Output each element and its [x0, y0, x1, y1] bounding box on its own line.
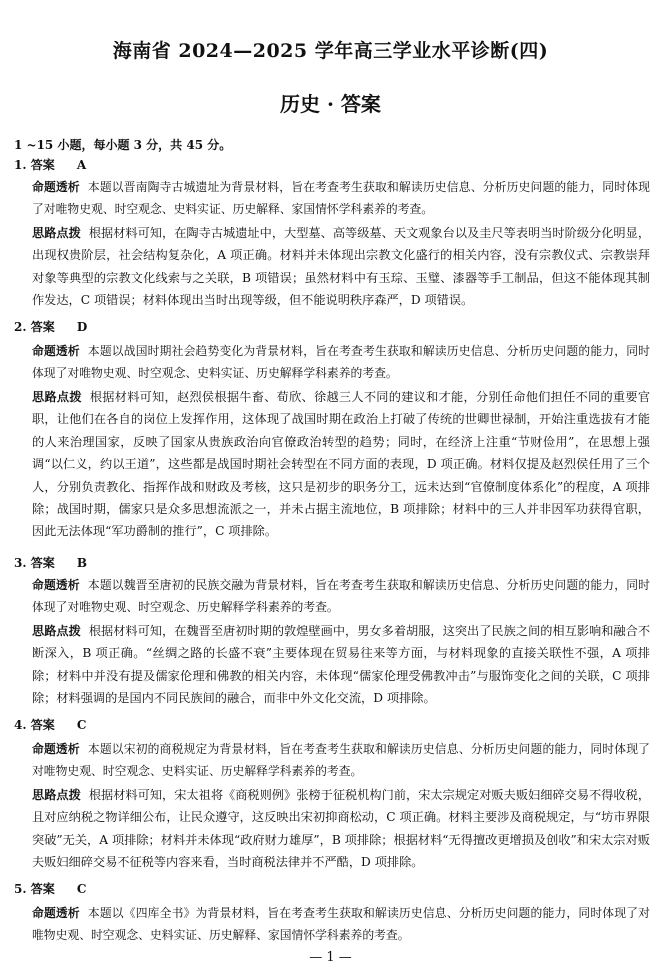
question-2-hint — [32, 386, 650, 543]
answer-label: 答案 — [30, 556, 55, 570]
answer-label: 答案 — [30, 882, 55, 896]
analysis-label: 命题透析 — [32, 906, 80, 920]
question-number: 1. — [14, 158, 27, 172]
question-4-hint — [32, 784, 650, 874]
hint-text: 根据材料可知，在魏晋至唐初时期的敦煌壁画中，男女多着胡服，这突出了民族之间的相互影响和融合不断深入，B 项正确。“丝绸之路的长盛不衰”主要体现在贸易往来等方面，与材料现象的直接关联性不强，A 项排除；材料中并没有提及儒家伦理和佛教的相关内容，未体现“儒家伦理受佛教冲击”与服饰变化之间的关联，C 项排除；材料强调的是国内不同民族间的融合，而非中外文化交流，D 项排除。 — [32, 624, 651, 706]
page-subtitle: 历史 · 答案 — [280, 92, 381, 116]
analysis-label: 命题透析 — [32, 180, 80, 194]
analysis-label: 命题透析 — [32, 344, 80, 358]
question-number: 2. — [14, 320, 27, 334]
analysis-text: 本题以宋初的商税规定为背景材料，旨在考查考生获取和解读历史信息、分析历史问题的能力，同时体现了对唯物史观、时空观念、史料实证、历史解释学科素养的考查。 — [32, 742, 650, 779]
hint-text: 根据材料可知，在陶寺古城遗址中，大型墓、高等级墓、天文观象台以及圭尺等表明当时阶级分化明显，出现权贵阶层，社会结构复杂化，A 项正确。材料并未体现出宗教文化盛行的相关内容，没有宗教仪式、宗教崇拜对象等典型的宗教文化线索与之关联，B 项错误；虽然材料中有玉琮、玉璧、漆器等手工制品，但这不能体现其制作发达，C 项错误；材料体现出当时出现等级，但不能说明秩序森严，D 项错误。 — [32, 226, 651, 308]
answer-label: 答案 — [30, 320, 55, 334]
question-3-analysis — [32, 574, 650, 619]
analysis-text: 本题以战国时期社会趋势变化为背景材料，旨在考查考生获取和解读历史信息、分析历史问题的能力，同时体现了对唯物史观、时空观念、史料实证、历史解释学科素养的考查。 — [32, 344, 650, 381]
question-5-analysis — [32, 902, 650, 947]
question-1-analysis — [32, 176, 650, 221]
question-5-header — [14, 880, 86, 897]
answer-label: 答案 — [30, 718, 55, 732]
hint-text: 根据材料可知，宋太祖将《商税则例》张榜于征税机构门前，宋太宗规定对贩夫贩妇细碎交易不得收税，且对应纳税之物详细公布，让民众遵守，这反映出宋初抑商松动，C 项正确。材料主要涉及商税规定，与“坊市界限突破”无关，A 项排除；材料并未体现“政府财力雄厚”，B 项排除；根据材料“无得擅改更增损及创收”和宋太宗对贩夫贩妇细碎交易不征税等内容来看，当时商税法律并不严酷，D 项排除。 — [32, 788, 651, 870]
question-1-header — [14, 156, 86, 173]
page-number: — 1 — — [309, 950, 352, 965]
analysis-label: 命题透析 — [32, 742, 80, 756]
analysis-text: 本题以晋南陶寺古城遗址为背景材料，旨在考查考生获取和解读历史信息、分析历史问题的能力，同时体现了对唯物史观、时空观念、史料实证、历史解释、家国情怀学科素养的考查。 — [32, 180, 650, 217]
analysis-text: 本题以魏晋至唐初的民族交融为背景材料，旨在考查考生获取和解读历史信息、分析历史问题的能力，同时体现了对唯物史观、时空观念、历史解释学科素养的考查。 — [32, 578, 650, 615]
hint-text: 根据材料可知，赵烈侯根据牛畜、荀欣、徐越三人不同的建议和才能，分别任命他们担任不同的重要官职，让他们在各自的岗位上发挥作用，这体现了战国时期在政治上打破了传统的世卿世禄制，开始注重选拔有才能的人来治理国家，反映了国家从贵族政治向官僚政治转型的趋势；同时，在经济上注重“节财俭用”，在思想上强调“以仁义，约以王道”，这些都是战国时期社会转型在不同方面的表现，D 项正确。材料仅提及赵烈侯任用了三个人，分别负责教化、指挥作战和财政及考核，这只是初步的职务分工，远未达到“官僚制度体系化”的程度，A 项排除；战国时期，儒家只是众多思想流派之一，并未占据主流地位，B 项排除；材料中的三人并非因军功获得官职，因此无法体现“军功爵制的推行”，C 项排除。 — [32, 390, 651, 539]
hint-label: 思路点拨 — [32, 226, 81, 240]
section-intro: 1 ~15 小题，每小题 3 分，共 45 分。 — [14, 138, 232, 152]
question-3-hint — [32, 620, 650, 710]
question-2-analysis — [32, 340, 650, 385]
hint-label: 思路点拨 — [32, 390, 82, 404]
hint-label: 思路点拨 — [32, 624, 81, 638]
question-3-header — [14, 554, 87, 571]
question-number: 5. — [14, 882, 27, 896]
analysis-label: 命题透析 — [32, 578, 80, 592]
answer-label: 答案 — [30, 158, 55, 172]
answer-value: B — [76, 556, 88, 570]
question-1-hint — [32, 222, 650, 312]
analysis-text: 本题以《四库全书》为背景材料，旨在考查考生获取和解读历史信息、分析历史问题的能力，同时体现了对唯物史观、时空观念、史料实证、历史解释、家国情怀学科素养的考查。 — [32, 906, 650, 943]
question-4-header — [14, 716, 86, 733]
question-2-header — [14, 318, 87, 335]
answer-value: A — [76, 158, 87, 172]
question-4-analysis — [32, 738, 650, 783]
question-number: 3. — [14, 556, 27, 570]
answer-value: C — [76, 718, 87, 732]
hint-label: 思路点拨 — [32, 788, 81, 802]
page-title: 海南省 2024—2025 学年高三学业水平诊断(四) — [112, 40, 549, 62]
answer-value: D — [76, 320, 88, 334]
answer-value: C — [76, 882, 87, 896]
question-number: 4. — [14, 718, 27, 732]
